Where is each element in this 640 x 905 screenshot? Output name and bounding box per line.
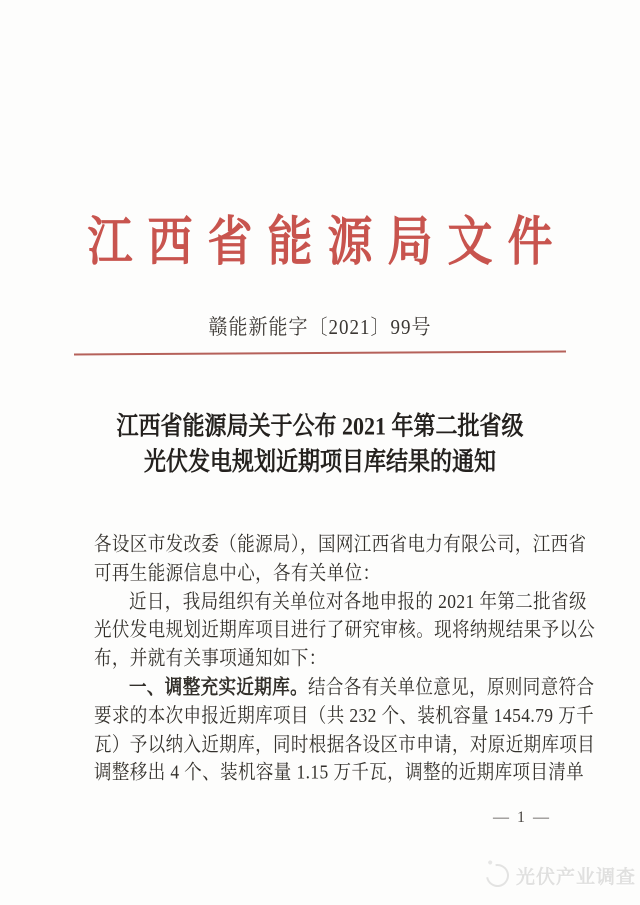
letterhead-divider-rule bbox=[74, 350, 566, 355]
body-line: 要求的本次申报近期库项目（共 232 个、装机容量 1454.79 万千 bbox=[94, 703, 595, 727]
body-line: 可再生能源信息中心，各有关单位： bbox=[94, 560, 381, 584]
document-title-line2: 光伏发电规划近期项目库结果的通知 bbox=[143, 447, 496, 476]
body-line: 布，并就有关事项通知如下： bbox=[94, 646, 327, 670]
document-title bbox=[0, 408, 640, 479]
body-line bbox=[94, 673, 595, 702]
section-heading-inline: 一、调整充实近期库。 bbox=[129, 674, 308, 698]
page-number: — 1 — bbox=[493, 809, 551, 826]
body-line: 近日，我局组织有关单位对各地申报的 2021 年第二批省级 bbox=[129, 589, 587, 613]
watermark bbox=[486, 862, 636, 889]
document-body bbox=[94, 530, 596, 787]
document-title-line1: 江西省能源局关于公布 2021 年第二批省级 bbox=[116, 411, 524, 441]
body-line: 瓦）予以纳入近期库，同时根据各设区市申请，对原近期库项目 bbox=[94, 731, 596, 755]
document-number: 赣能新能字〔2021〕99号 bbox=[208, 316, 432, 340]
body-line: 各设区市发改委（能源局），国网江西省电力有限公司，江西省 bbox=[94, 532, 587, 556]
body-line: 调整移出 4 个、装机容量 1.15 万千瓦，调整的近期库项目清单 bbox=[94, 760, 585, 784]
body-line: 光伏发电规划近期库项目进行了研究审核。现将纳规结果予以公 bbox=[94, 617, 596, 641]
watermark-label: 光伏产业调查 bbox=[516, 867, 637, 888]
agency-letterhead-title: 江西省能源局文件 bbox=[87, 212, 568, 272]
watermark-logo-icon bbox=[481, 859, 513, 891]
body-line-continuation: 结合各有关单位意见，原则同意符合 bbox=[308, 674, 595, 698]
